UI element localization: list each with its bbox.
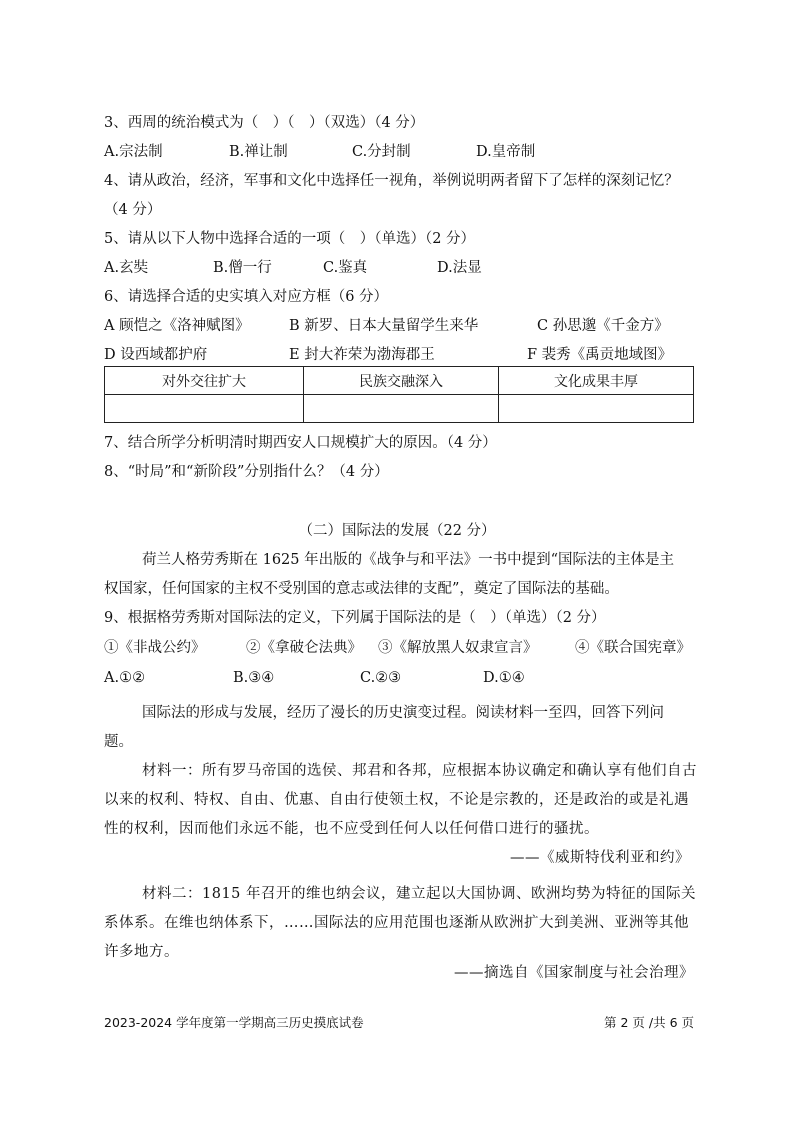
section-intro-line-2: 权国家，任何国家的主权不受别国的意志或法律的支配”，奠定了国际法的基础。 [104,581,619,597]
footer-page-number: 第 2 页 /共 6 页 [604,1015,694,1030]
q3-stem: 3、西周的统治模式为（ ）（ ）（双选）（4 分） [104,115,425,131]
q6-stem: 6、请选择合适的史实填入对应方框（6 分） [104,289,389,305]
material-2-line-3: 许多地方。 [104,944,179,960]
q3-option-d: D.皇帝制 [476,144,536,160]
q5-option-b: B.僧一行 [213,260,272,276]
q5-option-a: A.玄奘 [104,260,149,276]
material-2-line-1: 材料二：1815 年召开的维也纳会议，建立起以大国协调、欧洲均势为特征的国际关 [142,886,697,902]
q9-item-4: ④《联合国宪章》 [575,640,691,656]
table-answer-row [105,395,694,423]
material-2-source: ——摘选自《国家制度与社会治理》 [454,965,694,981]
q9-item-2: ②《拿破仑法典》 [246,640,362,656]
q8-stem: 8、“时局”和“新阶段”分别指什么？（4 分） [104,464,389,480]
q9-item-3: ③《解放黑人奴隶宣言》 [378,640,538,656]
q6-item-b: B 新罗、日本大量留学生来华 [289,318,479,334]
q9-option-d: D.①④ [483,670,525,686]
footer-exam-title: 2023-2024 学年度第一学期高三历史摸底试卷 [104,1015,364,1030]
answer-cell-2[interactable] [304,395,499,423]
q6-item-e: E 封大祚荣为渤海郡王 [289,347,435,363]
q4-score: （4 分） [104,202,162,218]
q4-stem: 4、请从政治，经济，军事和文化中选择任一视角，举例说明两者留下了怎样的深刻记忆？ [104,173,679,189]
q9-item-1: ①《非战公约》 [104,640,206,656]
material-1-line-2: 以来的权利、特权、自由、优惠、自由行使领土权，不论是宗教的，还是政治的或是礼遇 [104,792,689,808]
section-intro-line-1: 荷兰人格劳秀斯在 1625 年出版的《战争与和平法》一书中提到“国际法的主体是主 [142,552,675,568]
q6-item-f: F 裴秀《禹贡地域图》 [527,347,673,363]
q9-option-a: A.①② [104,670,146,686]
q3-option-c: C.分封制 [352,144,411,160]
q9-stem: 9、根据格劳秀斯对国际法的定义，下列属于国际法的是（ ）（单选）（2 分） [104,610,606,626]
q5-option-d: D.法显 [437,260,482,276]
q5-option-c: C.鉴真 [323,260,368,276]
q6-item-c: C 孙思邈《千金方》 [537,318,669,334]
q5-stem: 5、请从以下人物中选择合适的一项（ ）（单选）（2 分） [104,231,476,247]
table-header-ethnic-integration: 民族交融深入 [304,367,499,395]
table-header-cultural-achievements: 文化成果丰厚 [499,367,694,395]
material-1-source: ——《威斯特伐利亚和约》 [510,850,690,866]
table-header-row [105,367,694,395]
material-2-line-2: 系体系。在维也纳体系下，……国际法的应用范围也逐渐从欧洲扩大到美洲、亚洲等其他 [104,915,689,931]
q3-option-b: B.禅让制 [229,144,288,160]
answer-cell-3[interactable] [499,395,694,423]
q6-answer-table [104,366,694,423]
reading-intro-line-1: 国际法的形成与发展，经历了漫长的历史演变过程。阅读材料一至四，回答下列问 [142,705,664,721]
answer-cell-1[interactable] [105,395,304,423]
q9-option-c: C.②③ [360,670,402,686]
q3-option-a: A.宗法制 [104,144,163,160]
material-1-line-3: 性的权利，因而他们永远不能，也不应受到任何人以任何借口进行的骚扰。 [104,821,599,837]
reading-intro-line-2: 题。 [104,734,133,750]
table-header-foreign-exchange: 对外交往扩大 [105,367,304,395]
q6-item-a: A 顾恺之《洛神赋图》 [104,318,250,334]
material-1-line-1: 材料一：所有罗马帝国的选侯、邦君和各邦，应根据本协议确定和确认享有他们自古 [142,763,697,779]
q9-option-b: B.③④ [233,670,275,686]
section-title: （二）国际法的发展（22 分） [298,523,496,539]
q7-stem: 7、结合所学分析明清时期西安人口规模扩大的原因。（4 分） [104,435,497,451]
q6-item-d: D 设西域都护府 [104,347,208,363]
